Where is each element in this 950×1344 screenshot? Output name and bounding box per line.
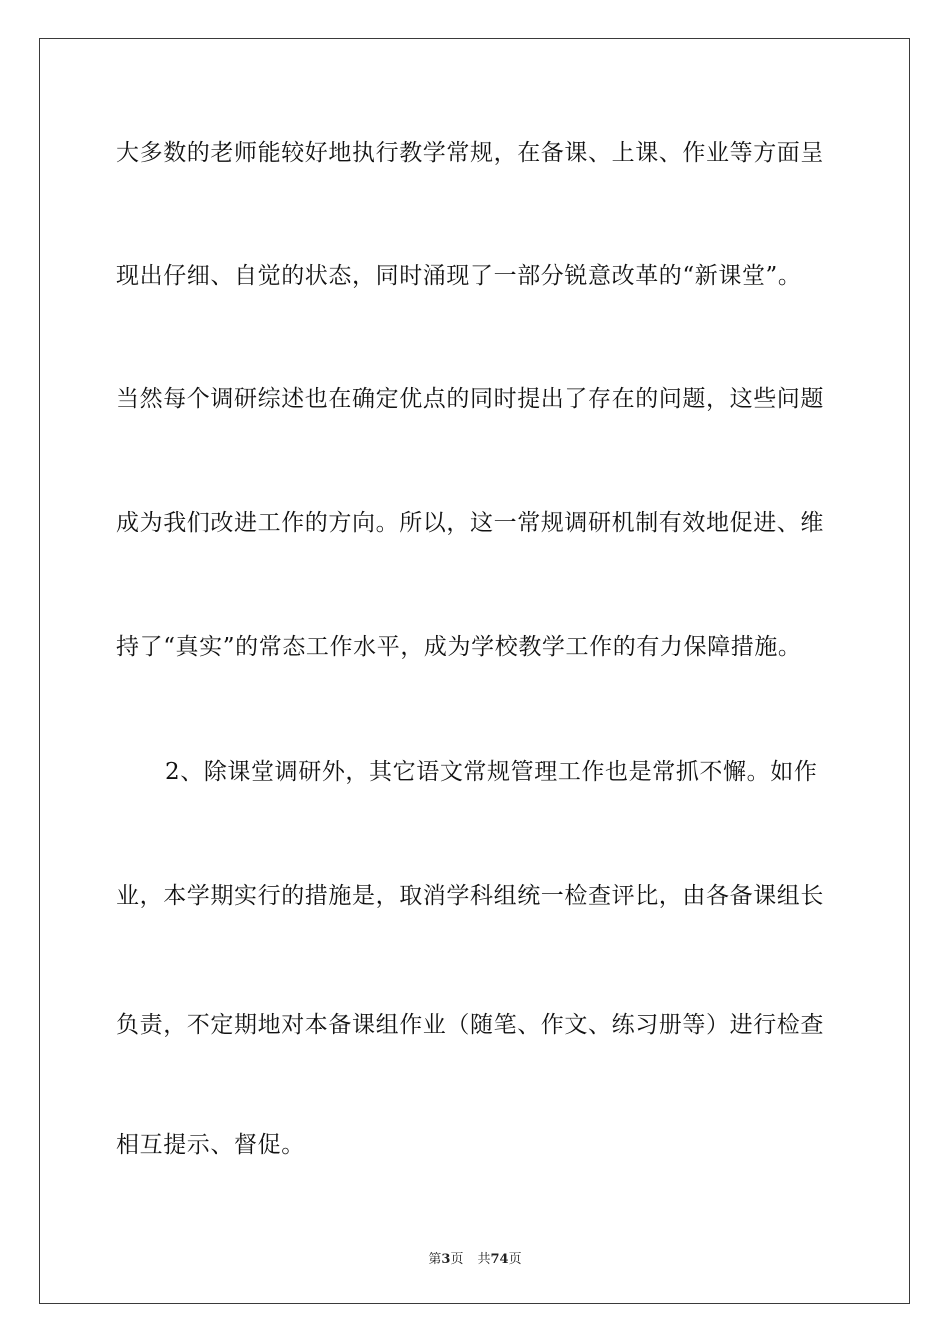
total-prefix: 共 xyxy=(477,1252,491,1267)
page-prefix: 第 xyxy=(428,1252,442,1267)
page-number: 3 xyxy=(441,1252,451,1267)
text-line-1: 大多数的老师能较好地执行教学常规，在备课、上课、作业等方面呈 xyxy=(116,140,824,166)
text-line-2: 现出仔细、自觉的状态，同时涌现了一部分锐意改革的“新课堂”。 xyxy=(116,263,802,289)
text-line-8: 负责，不定期地对本备课组作业（随笔、作文、练习册等）进行检查 xyxy=(116,1012,824,1038)
text-line-7: 业，本学期实行的措施是，取消学科组统一检查评比，由各备课组长 xyxy=(116,883,824,909)
text-line-4: 成为我们改进工作的方向。所以，这一常规调研机制有效地促进、维 xyxy=(116,510,824,536)
page-footer xyxy=(0,1248,950,1267)
total-pages: 74 xyxy=(490,1252,509,1267)
page-border xyxy=(39,38,910,1304)
text-line-9: 相互提示、督促。 xyxy=(116,1132,305,1158)
total-suffix: 页 xyxy=(508,1252,522,1267)
text-line-5: 持了“真实”的常态工作水平，成为学校教学工作的有力保障措施。 xyxy=(116,634,802,660)
page-suffix: 页 xyxy=(450,1252,464,1267)
text-line-6: 2、除课堂调研外，其它语文常规管理工作也是常抓不懈。如作 xyxy=(165,759,818,785)
text-line-3: 当然每个调研综述也在确定优点的同时提出了存在的问题，这些问题 xyxy=(116,386,824,412)
